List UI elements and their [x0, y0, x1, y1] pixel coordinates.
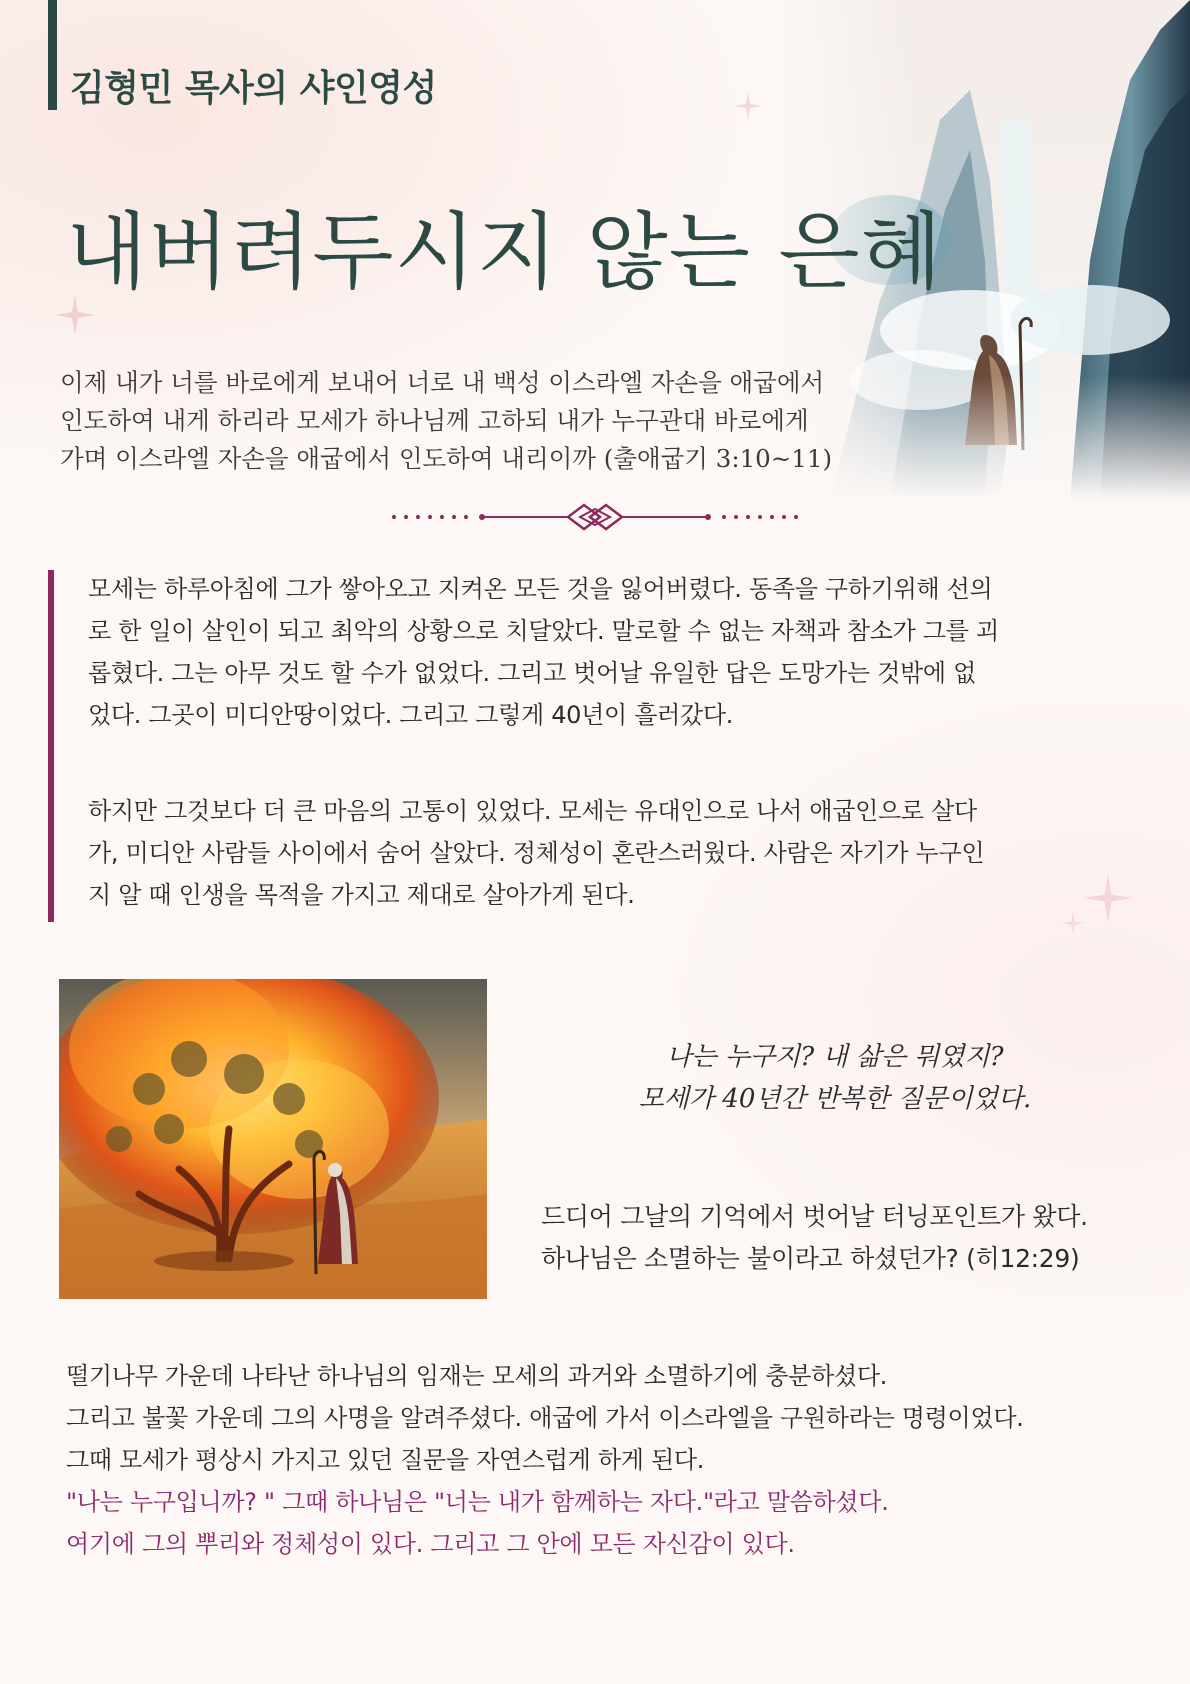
quote-accent-bar — [48, 570, 54, 922]
scripture-passage — [60, 364, 910, 478]
series-title: 김형민 목사의 샤인영성 — [70, 68, 437, 109]
scripture-line: 이제 내가 너를 바로에게 보내어 너로 내 백성 이스라엘 자손을 애굽에서 — [60, 368, 825, 397]
page-title: 내버려두시지 않는 은혜 — [66, 203, 943, 301]
closing-line: 그리고 불꽃 가운데 그의 사명을 알려주셨다. 애굽에 가서 이스라엘을 구원하라는 명령이었다. — [66, 1404, 1024, 1432]
question-line: 모세가 40년간 반복한 질문이었다. — [638, 1084, 1032, 1114]
header-accent-bar — [48, 0, 57, 110]
body-line: 었다. 그곳이 미디안땅이었다. 그리고 그렇게 40년이 흘러갔다. — [88, 701, 734, 729]
turning-line: 드디어 그날의 기억에서 벗어날 터닝포인트가 왔다. — [541, 1202, 1088, 1231]
burning-bush-image — [59, 979, 487, 1299]
body-line: 지 알 때 인생을 목적을 가지고 제대로 살아가게 된다. — [88, 881, 635, 909]
turning-point-text — [541, 1196, 1141, 1280]
scripture-line: 인도하여 내게 하리라 모세가 하나님께 고하되 내가 누구관대 바로에게 — [60, 406, 809, 435]
sparkle-icon — [730, 88, 766, 124]
closing-line: 그때 모세가 평상시 가지고 있던 질문을 자연스럽게 하게 된다. — [66, 1446, 705, 1474]
turning-line: 하나님은 소멸하는 불이라고 하셨던가? (히12:29) — [541, 1244, 1080, 1273]
scripture-line: 가며 이스라엘 자손을 애굽에서 인도하여 내리이까 (출애굽기 3:10~11) — [60, 444, 833, 473]
ornament-divider — [390, 500, 800, 534]
body-line: 로 한 일이 살인이 되고 최악의 상황으로 치달았다. 말로할 수 없는 자책과 참소가 그를 괴 — [88, 617, 999, 645]
closing-accent-line: "나는 누구입니까? " 그때 하나님은 "너는 내가 함께하는 자다."라고 말씀하셨다. — [66, 1488, 889, 1516]
body-line: 롭혔다. 그는 아무 것도 할 수가 없었다. 그리고 벗어날 유일한 답은 도망가는 것밖에 없 — [88, 659, 976, 687]
body-line: 모세는 하루아침에 그가 쌓아오고 지켜온 모든 것을 잃어버렸다. 동족을 구하기위해 선의 — [88, 575, 993, 603]
closing-line: 떨기나무 가운데 나타난 하나님의 임재는 모세의 과거와 소멸하기에 충분하셨다. — [66, 1362, 888, 1390]
body-paragraph-1 — [88, 568, 1078, 736]
body-line: 하지만 그것보다 더 큰 마음의 고통이 있었다. 모세는 유대인으로 나서 애굽인으로 살다 — [88, 797, 977, 825]
sparkle-icon — [1080, 870, 1136, 926]
closing-accent-line: 여기에 그의 뿌리와 정체성이 있다. 그리고 그 안에 모든 자신감이 있다. — [66, 1530, 795, 1558]
body-paragraph-2 — [88, 790, 1078, 916]
closing-paragraph — [66, 1355, 1156, 1565]
question-line: 나는 누구지? 내 삶은 뭐였지? — [666, 1042, 1004, 1072]
body-line: 가, 미디안 사람들 사이에서 숨어 살았다. 정체성이 혼란스러웠다. 사람은 자기가 누구인 — [88, 839, 985, 867]
reflective-question — [540, 1036, 1130, 1120]
